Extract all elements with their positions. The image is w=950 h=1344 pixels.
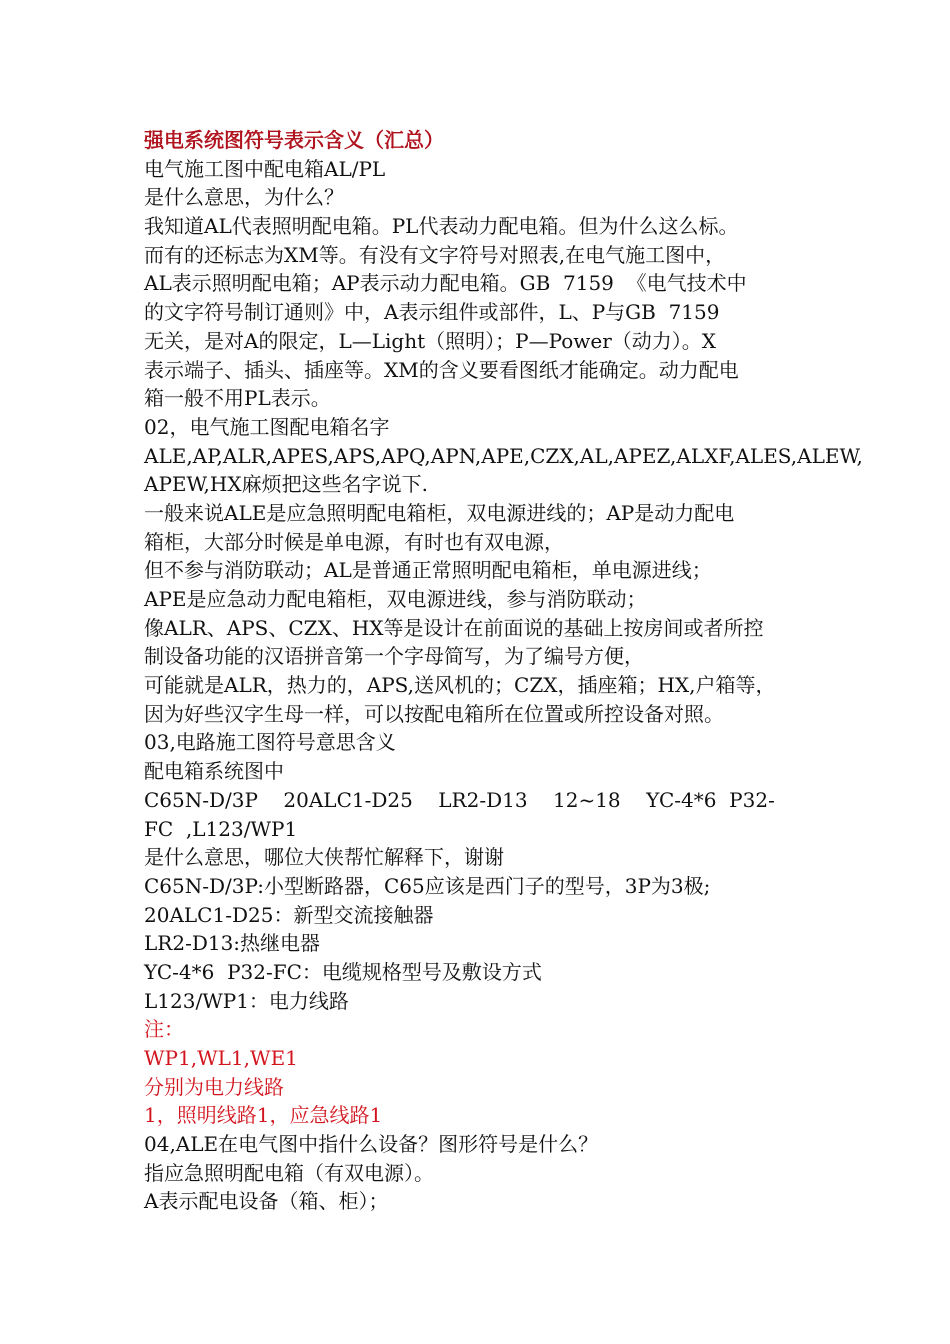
- text-line-22: 配电箱系统图中: [144, 759, 284, 784]
- text-line-14: 箱柜，大部分时候是单电源，有时也有双电源，: [144, 529, 564, 554]
- text-line-27: 20ALC1-D25：新型交流接触器: [144, 902, 434, 927]
- text-line-23: C65N-D/3P 20ALC1-D25 LR2-D13 12~18 YC-4*6 P32-: [144, 787, 775, 812]
- text-line-17: 像ALR、APS、CZX、HX等是设计在前面说的基础上按房间或者所控: [144, 615, 764, 640]
- text-line-13: 一般来说ALE是应急照明配电箱柜，双电源进线的；AP是动力配电: [144, 500, 735, 525]
- text-line-2: 是什么意思，为什么？: [144, 185, 344, 210]
- text-line-12: APEW,HX麻烦把这些名字说下.: [144, 472, 428, 497]
- document-body: [144, 126, 863, 1216]
- document-title: 强电系统图符号表示含义（汇总）: [144, 128, 444, 152]
- note-line-detail: 1，照明线路1，应急线路1: [144, 1103, 383, 1128]
- text-line-9: 箱一般不用PL表示。: [144, 386, 331, 411]
- text-line-29: YC-4*6 P32-FC：电缆规格型号及敷设方式: [144, 959, 542, 984]
- text-line-30: L123/WP1：电力线路: [144, 988, 349, 1013]
- note-line-meaning: 分别为电力线路: [144, 1074, 284, 1099]
- note-line-codes: WP1,WL1,WE1: [144, 1046, 298, 1070]
- section-heading-04: 04,ALE在电气图中指什么设备？图形符号是什么？: [144, 1132, 599, 1157]
- text-line-7: 无关，是对A的限定，L—Light（照明）；P—Power（动力）。X: [144, 328, 717, 353]
- text-line-20: 因为好些汉字生母一样，可以按配电箱所在位置或所控设备对照。: [144, 701, 724, 726]
- section-heading-02: 02，电气施工图配电箱名字: [144, 414, 390, 439]
- text-line-16: APE是应急动力配电箱柜，双电源进线，参与消防联动；: [144, 587, 647, 611]
- text-line-5: AL表示照明配电箱；AP表示动力配电箱。GB 7159 《电气技术中: [144, 271, 747, 296]
- text-line-18: 制设备功能的汉语拼音第一个字母简写，为了编号方便，: [144, 644, 644, 669]
- text-line-25: 是什么意思，哪位大侠帮忙解释下，谢谢: [144, 845, 504, 870]
- text-line-15: 但不参与消防联动；AL是普通正常照明配电箱柜，单电源进线；: [144, 558, 712, 583]
- section-heading-03: 03,电路施工图符号意思含义: [144, 730, 396, 755]
- note-label: 注：: [144, 1017, 184, 1042]
- text-line-19: 可能就是ALR，热力的，APS,送风机的；CZX，插座箱；HX,户箱等，: [144, 673, 776, 698]
- text-line-11: ALE,AP,ALR,APES,APS,APQ,APN,APE,CZX,AL,APEZ,ALXF,ALES,ALEW,: [144, 443, 863, 468]
- text-line-1: 电气施工图中配电箱AL/PL: [144, 156, 386, 181]
- text-line-26: C65N-D/3P:小型断路器，C65应该是西门子的型号，3P为3极;: [144, 873, 711, 898]
- text-line-3: 我知道AL代表照明配电箱。PL代表动力配电箱。但为什么这么标。: [144, 214, 739, 239]
- text-line-36: 指应急照明配电箱（有双电源）。: [144, 1160, 434, 1185]
- text-line-8: 表示端子、插头、插座等。XM的含义要看图纸才能确定。动力配电: [144, 357, 739, 382]
- text-line-37: A表示配电设备（箱、柜）；: [144, 1189, 389, 1214]
- text-line-28: LR2-D13:热继电器: [144, 931, 321, 956]
- text-line-24: FC ,L123/WP1: [144, 816, 298, 841]
- text-line-6: 的文字符号制订通则》中，A表示组件或部件，L、P与GB 7159: [144, 300, 720, 325]
- text-line-4: 而有的还标志为XM等。有没有文字符号对照表,在电气施工图中，: [144, 242, 726, 267]
